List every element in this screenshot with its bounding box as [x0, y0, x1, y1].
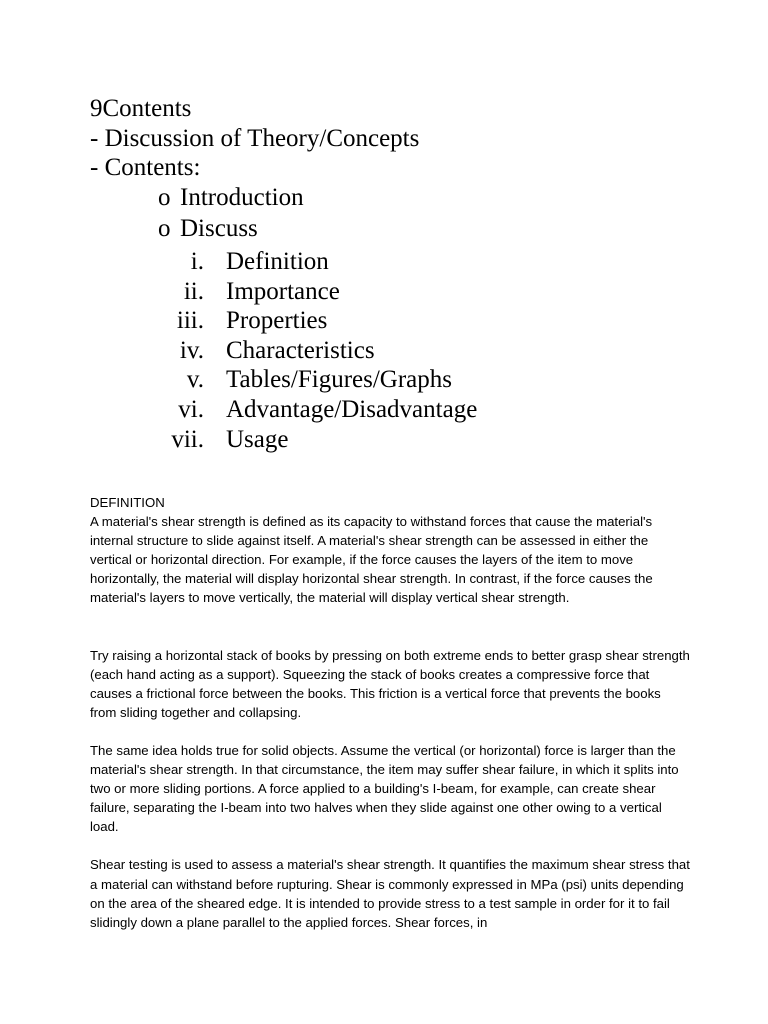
bullet-label: Discuss	[180, 215, 258, 243]
item-number: ii.	[183, 277, 204, 305]
outline-item-importance	[90, 277, 710, 307]
item-label: Usage	[226, 425, 289, 453]
paragraph-books-example: Try raising a horizontal stack of books by pressing on both extreme ends to better grasp shear strength (each hand acting as a support). Squeezing the stack of books creates a compressive force that causes a frictional force between the books. This friction is a vertical force that prevents the books from sliding together and collapsing.	[90, 647, 690, 720]
contents-outline	[90, 94, 710, 454]
paragraph-definition: A material's shear strength is defined as its capacity to withstand forces that cause the material's internal structure to slide against itself. A material's shear strength can be assessed in either the vertical or horizontal direction. For example, if the force causes the layers of the item to move horizontally, the material will display horizontal shear strength. In contrast, if the force causes the material's layers to move vertically, the material will display vertical shear strength.	[90, 514, 653, 606]
outline-title: 9Contents	[90, 95, 192, 122]
definition-section	[90, 493, 690, 932]
item-number: v.	[186, 366, 204, 394]
item-number: vi.	[178, 395, 204, 423]
bullet-label: Introduction	[180, 183, 304, 211]
item-label: Tables/Figures/Graphs	[226, 366, 452, 394]
outline-item-tables-figures-graphs	[90, 365, 710, 395]
paragraph-shear-testing: Shear testing is used to assess a material's shear strength. It quantifies the maximum shear stress that a material can withstand before rupturing. Shear is commonly expressed in MPa (psi) units depending on the area of the sheared edge. It is intended to provide stress to a test sample in order for it to fail slidingly down a plane parallel to the applied forces. Shear forces, in	[90, 857, 690, 930]
item-label: Properties	[226, 307, 328, 335]
section-heading: DEFINITION	[90, 495, 165, 510]
outline-contents-line: - Contents:	[90, 154, 201, 182]
outline-item-definition	[90, 247, 710, 277]
item-label: Definition	[226, 247, 329, 275]
outline-bullet-introduction	[90, 183, 710, 213]
outline-discussion-line: - Discussion of Theory/Concepts	[90, 124, 420, 152]
item-label: Characteristics	[226, 336, 375, 364]
outline-item-advantage-disadvantage	[90, 395, 710, 425]
bullet-marker: o	[158, 183, 171, 211]
item-label: Advantage/Disadvantage	[226, 395, 478, 423]
bullet-marker: o	[158, 215, 171, 243]
outline-item-usage	[90, 425, 710, 455]
outline-item-properties	[90, 306, 710, 336]
item-number: iii.	[176, 307, 204, 335]
spacer	[90, 608, 690, 646]
spacer	[90, 836, 690, 855]
outline-item-characteristics	[90, 336, 710, 366]
spacer	[90, 722, 690, 741]
item-number: i.	[190, 247, 204, 275]
paragraph-solid-objects: The same idea holds true for solid objects. Assume the vertical (or horizontal) force is larger than the material's shear strength. In that circumstance, the item may suffer shear failure, in which it splits into two or more sliding portions. A force applied to a building's I-beam, for example, can create shear failure, separating the I-beam into two halves when they slide against one other owing to a vertical load.	[90, 742, 679, 835]
item-label: Importance	[226, 277, 340, 305]
outline-bullet-discuss	[90, 214, 710, 244]
item-number: iv.	[179, 336, 204, 364]
item-number: vii.	[171, 425, 204, 453]
